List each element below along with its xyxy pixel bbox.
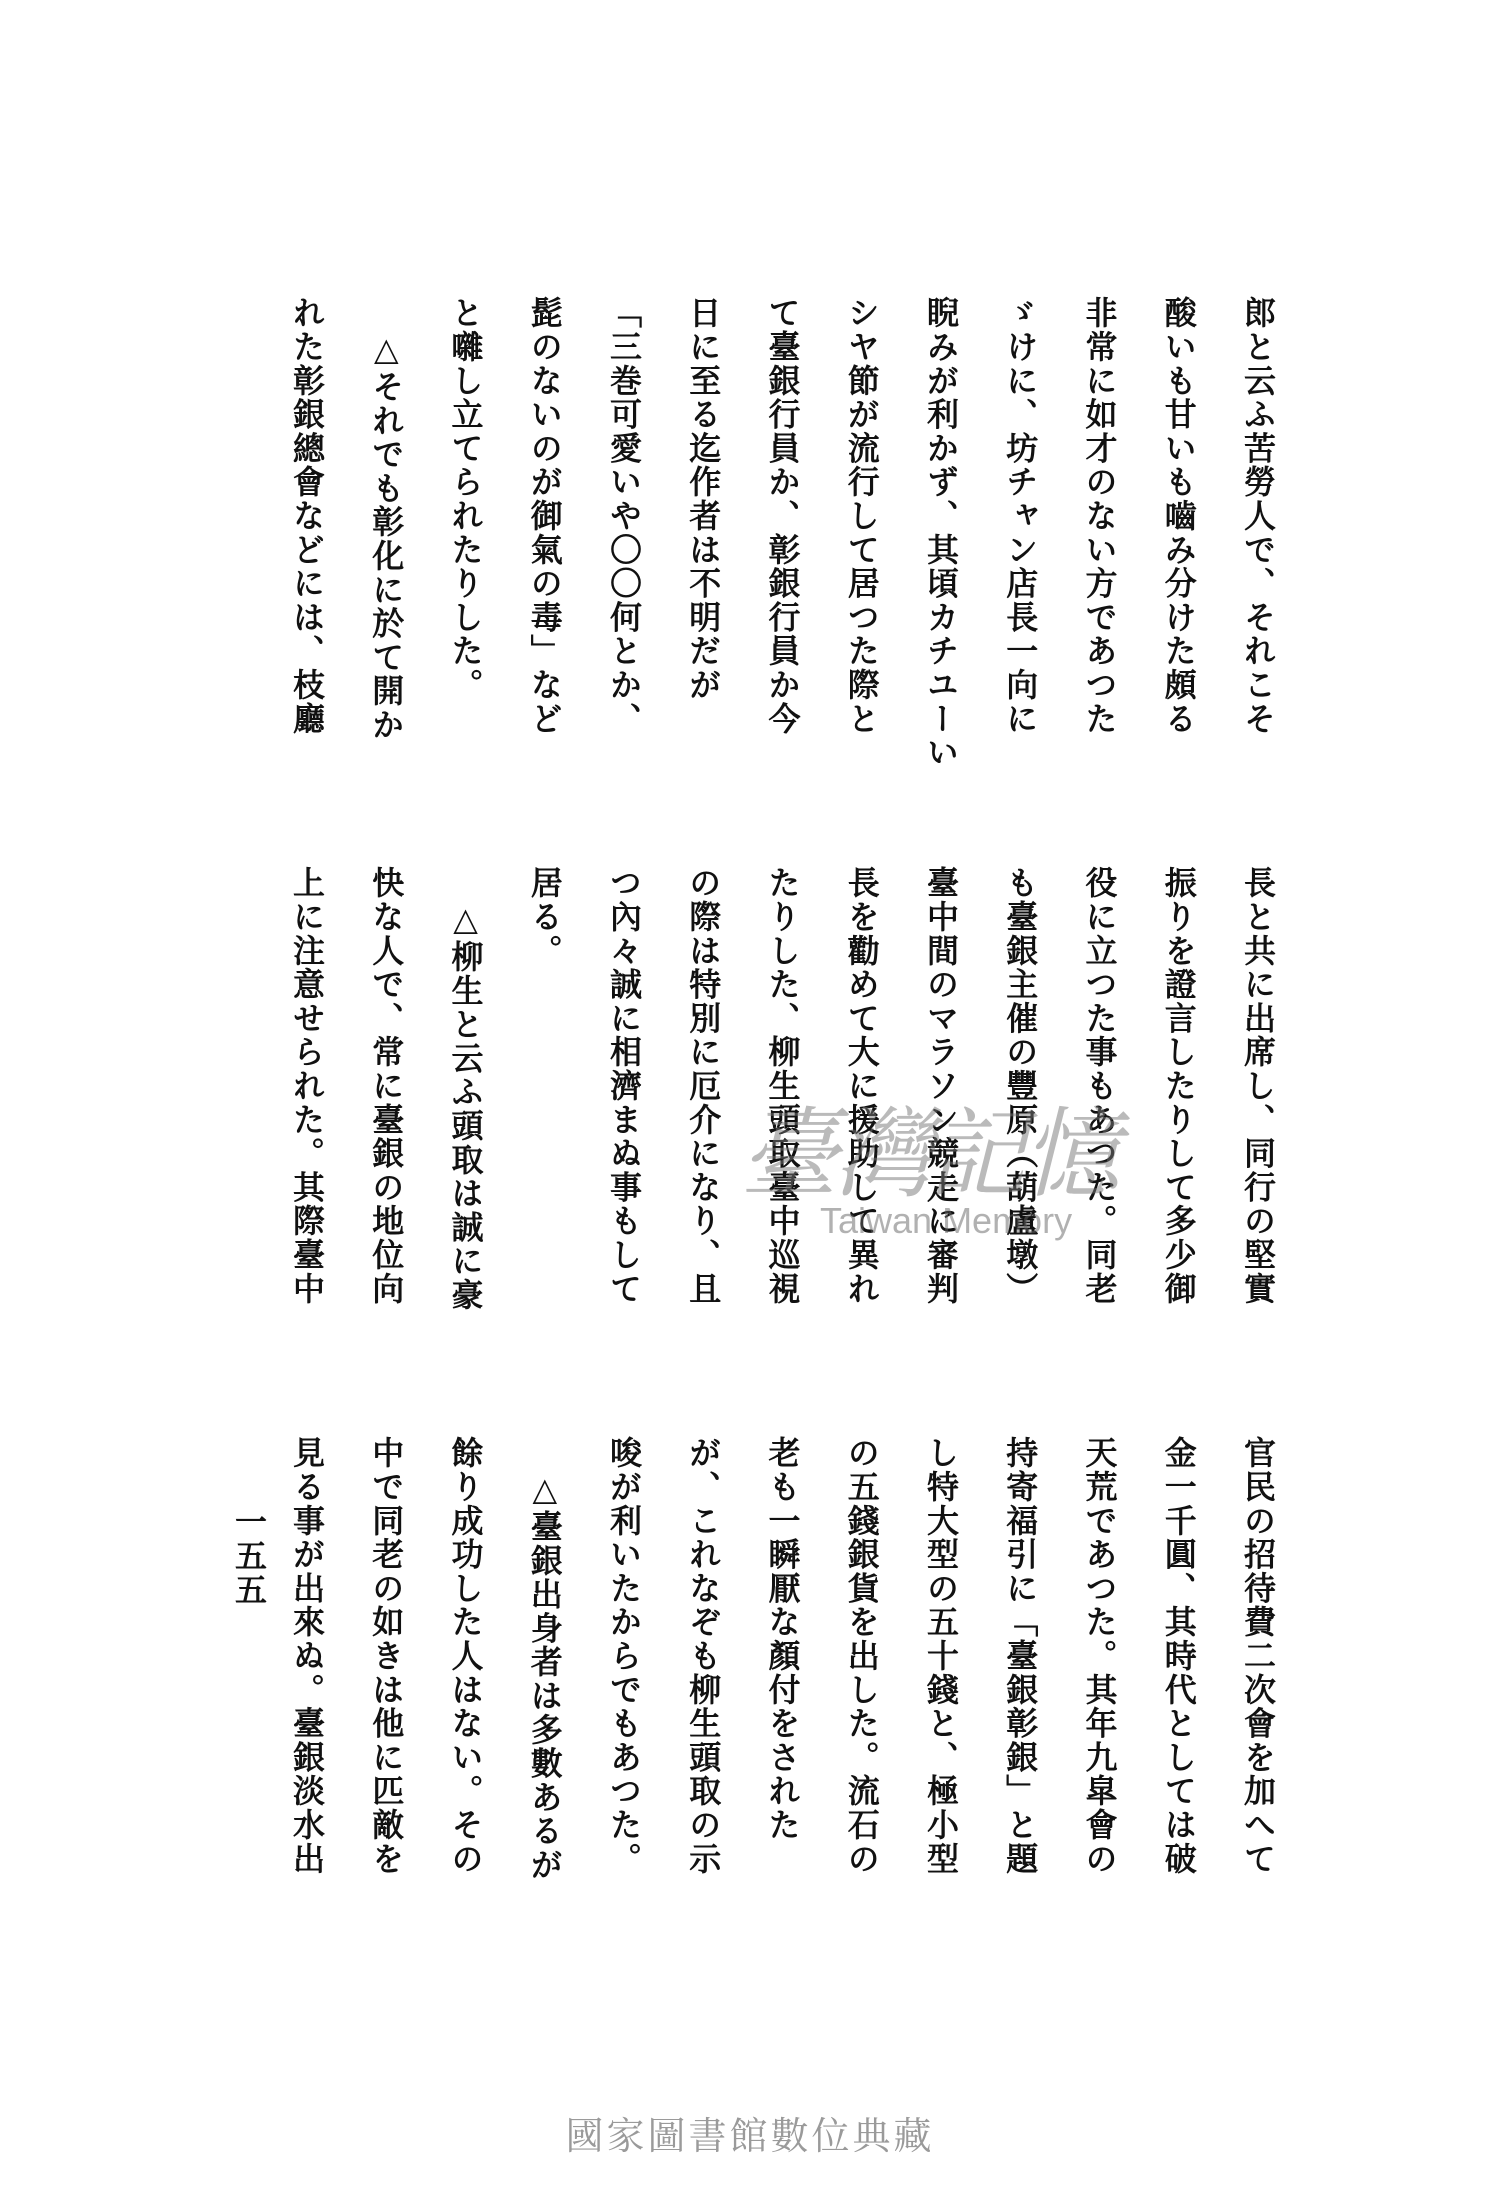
text-column: と囃し立てられたりした。 xyxy=(446,296,485,702)
text-column: つ內々誠に相濟まぬ事もして xyxy=(605,866,643,1306)
text-column: 非常に如才のない方であつた xyxy=(1080,296,1119,736)
text-column: 臺中間のマラソン競走に審判 xyxy=(922,866,960,1306)
watermark-latin: Taiwan Memory xyxy=(820,1200,1073,1241)
text-column: たりした、柳生頭取臺中巡視 xyxy=(763,866,802,1306)
text-column: 見る事が出來ぬ。臺銀淡水出 xyxy=(288,1436,326,1876)
text-column: も臺銀主催の豐原（葫盧墩） xyxy=(1001,866,1040,1306)
text-column: 官民の招待費二次會を加へて xyxy=(1239,1436,1277,1876)
text-column: 持寄福引に「臺銀彰銀」と題 xyxy=(1001,1436,1040,1876)
text-column: ゞけに、坊チャン店長一向に xyxy=(1001,296,1040,736)
text-column: 振りを證言したりして多少御 xyxy=(1159,866,1198,1306)
text-column: 老も一瞬厭な顏付をされた xyxy=(763,1436,802,1842)
text-column: し特大型の五十錢と、極小型 xyxy=(922,1436,960,1876)
text-column: 長を勸めて大に援助して異れ xyxy=(842,866,881,1306)
text-block-middle xyxy=(267,866,1297,1336)
text-column: て臺銀行員か、彰銀行員か今 xyxy=(763,296,802,736)
text-column: 天荒であつた。其年九皐會の xyxy=(1080,1436,1119,1876)
text-column: 中で同老の如きは他に匹敵を xyxy=(367,1436,406,1876)
footer-library-credit: 國家圖書館數位典藏 xyxy=(565,2114,935,2158)
text-column: 長と共に出席し、同行の堅實 xyxy=(1239,866,1277,1306)
text-column: 酸いも甘いも嚙み分けた頗る xyxy=(1159,296,1198,736)
text-column: 役に立つた事もあつた。同老 xyxy=(1080,866,1119,1306)
text-column: △それでも彰化に於て開か xyxy=(367,330,406,742)
text-column: △柳生と云ふ頭取は誠に豪 xyxy=(446,900,485,1312)
text-column: 髭のないのが御氣の毒」など xyxy=(525,296,564,736)
text-column: れた彰銀總會などには、枝廳 xyxy=(288,296,326,736)
text-column: 快な人で、常に臺銀の地位向 xyxy=(367,866,406,1306)
text-column: △臺銀出身者は多數あるが xyxy=(525,1470,564,1882)
text-column: 上に注意せられた。其際臺中 xyxy=(288,866,326,1306)
text-column: 唆が利いたからでもあつた。 xyxy=(605,1436,643,1876)
text-column: 郎と云ふ苦勞人で、それこそ xyxy=(1239,296,1277,736)
text-column: の際は特別に厄介になり、且 xyxy=(684,866,723,1306)
text-column: 餘り成功した人はない。その xyxy=(446,1436,485,1876)
text-column: 日に至る迄作者は不明だが xyxy=(684,296,723,702)
page-number: 一五五 xyxy=(230,1505,268,1607)
watermark-chars: 臺灣記憶 xyxy=(740,1098,1117,1212)
text-column: の五錢銀貨を出した。流石の xyxy=(842,1436,881,1876)
text-column: 金一千圓、其時代としては破 xyxy=(1159,1436,1198,1876)
text-column: が、これなぞも柳生頭取の示 xyxy=(684,1436,723,1876)
text-block-bottom xyxy=(267,1436,1297,1906)
text-block-top xyxy=(267,296,1297,770)
text-column: 居る。 xyxy=(525,866,564,968)
text-column: 睨みが利かず、其頃カチユーい xyxy=(922,296,960,770)
text-column: シヤ節が流行して居つた際と xyxy=(842,296,881,736)
text-column: 「三巻可愛いや〇〇何とか、 xyxy=(605,296,643,736)
